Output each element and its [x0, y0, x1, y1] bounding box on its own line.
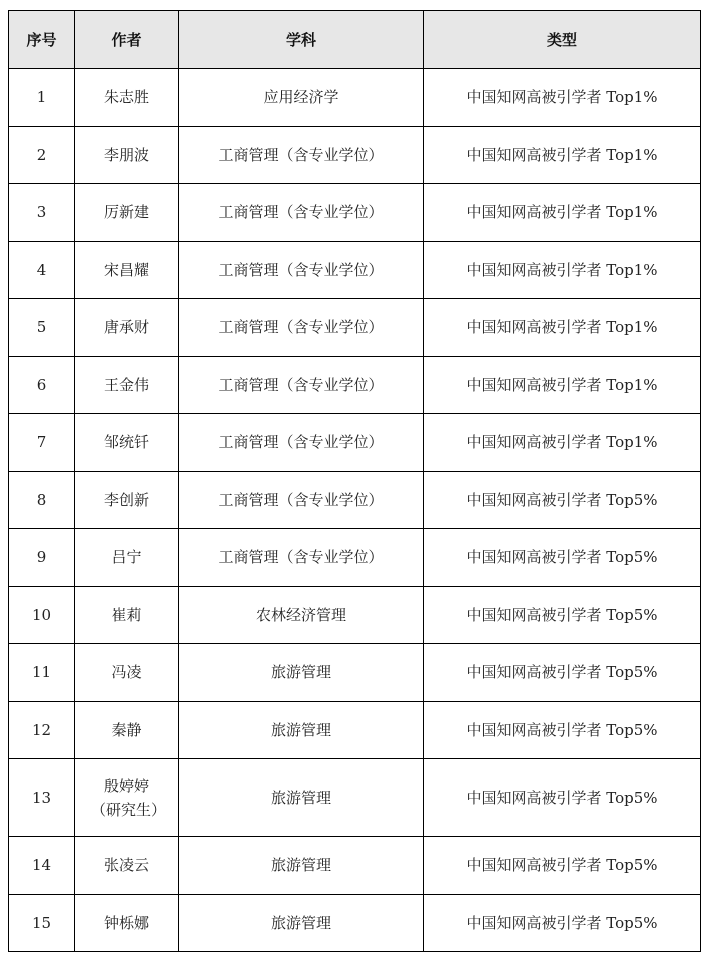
cell-subject: 工商管理（含专业学位）	[179, 184, 424, 242]
cell-type: 中国知网高被引学者 Top5%	[424, 529, 701, 587]
cell-subject: 工商管理（含专业学位）	[179, 471, 424, 529]
cell-subject: 工商管理（含专业学位）	[179, 126, 424, 184]
cell-author: 王金伟	[75, 356, 179, 414]
table-row	[9, 644, 701, 702]
cell-subject: 工商管理（含专业学位）	[179, 414, 424, 472]
cell-author: 李创新	[75, 471, 179, 529]
cell-subject: 旅游管理	[179, 701, 424, 759]
cell-subject: 旅游管理	[179, 759, 424, 837]
cell-no: 8	[9, 471, 75, 529]
cell-type: 中国知网高被引学者 Top1%	[424, 126, 701, 184]
cell-author: 崔莉	[75, 586, 179, 644]
cell-no: 2	[9, 126, 75, 184]
header-subject: 学科	[179, 11, 424, 69]
table-row	[9, 414, 701, 472]
cell-no: 10	[9, 586, 75, 644]
table-row	[9, 69, 701, 127]
cell-author: 钟栎娜	[75, 894, 179, 952]
cell-no: 5	[9, 299, 75, 357]
cell-no: 9	[9, 529, 75, 587]
cell-subject: 工商管理（含专业学位）	[179, 299, 424, 357]
cell-author: 殷婷婷（研究生）	[75, 759, 179, 837]
cell-no: 14	[9, 837, 75, 895]
cell-type: 中国知网高被引学者 Top1%	[424, 299, 701, 357]
cell-subject: 旅游管理	[179, 837, 424, 895]
header-author: 作者	[75, 11, 179, 69]
cell-type: 中国知网高被引学者 Top1%	[424, 356, 701, 414]
cell-no: 7	[9, 414, 75, 472]
cell-no: 4	[9, 241, 75, 299]
cell-no: 6	[9, 356, 75, 414]
cell-type: 中国知网高被引学者 Top1%	[424, 69, 701, 127]
cell-type: 中国知网高被引学者 Top5%	[424, 759, 701, 837]
cell-author: 厉新建	[75, 184, 179, 242]
table-row	[9, 241, 701, 299]
cell-author: 吕宁	[75, 529, 179, 587]
cell-type: 中国知网高被引学者 Top5%	[424, 586, 701, 644]
cell-author: 张凌云	[75, 837, 179, 895]
cell-author: 宋昌耀	[75, 241, 179, 299]
cell-no: 3	[9, 184, 75, 242]
table-row	[9, 837, 701, 895]
cell-no: 12	[9, 701, 75, 759]
table-row	[9, 701, 701, 759]
cell-type: 中国知网高被引学者 Top5%	[424, 701, 701, 759]
cell-subject: 工商管理（含专业学位）	[179, 356, 424, 414]
cell-author: 朱志胜	[75, 69, 179, 127]
cell-type: 中国知网高被引学者 Top5%	[424, 644, 701, 702]
cell-type: 中国知网高被引学者 Top1%	[424, 414, 701, 472]
header-row	[9, 11, 701, 69]
cell-type: 中国知网高被引学者 Top5%	[424, 894, 701, 952]
table-row	[9, 126, 701, 184]
table-row	[9, 471, 701, 529]
cell-subject: 应用经济学	[179, 69, 424, 127]
cell-no: 1	[9, 69, 75, 127]
table-row	[9, 759, 701, 837]
table-row	[9, 529, 701, 587]
table-row	[9, 184, 701, 242]
cell-author: 李朋波	[75, 126, 179, 184]
header-no: 序号	[9, 11, 75, 69]
cell-author: 邹统钎	[75, 414, 179, 472]
table-row	[9, 356, 701, 414]
cell-type: 中国知网高被引学者 Top1%	[424, 241, 701, 299]
cell-type: 中国知网高被引学者 Top5%	[424, 471, 701, 529]
cell-author: 秦静	[75, 701, 179, 759]
cell-subject: 旅游管理	[179, 894, 424, 952]
cell-subject: 工商管理（含专业学位）	[179, 241, 424, 299]
cell-author: 唐承财	[75, 299, 179, 357]
cell-type: 中国知网高被引学者 Top1%	[424, 184, 701, 242]
header-type: 类型	[424, 11, 701, 69]
table-row	[9, 894, 701, 952]
cell-no: 13	[9, 759, 75, 837]
scholars-table	[8, 10, 701, 952]
cell-no: 11	[9, 644, 75, 702]
cell-subject: 旅游管理	[179, 644, 424, 702]
table-row	[9, 299, 701, 357]
cell-no: 15	[9, 894, 75, 952]
cell-subject: 农林经济管理	[179, 586, 424, 644]
cell-type: 中国知网高被引学者 Top5%	[424, 837, 701, 895]
cell-subject: 工商管理（含专业学位）	[179, 529, 424, 587]
table-row	[9, 586, 701, 644]
cell-author: 冯凌	[75, 644, 179, 702]
